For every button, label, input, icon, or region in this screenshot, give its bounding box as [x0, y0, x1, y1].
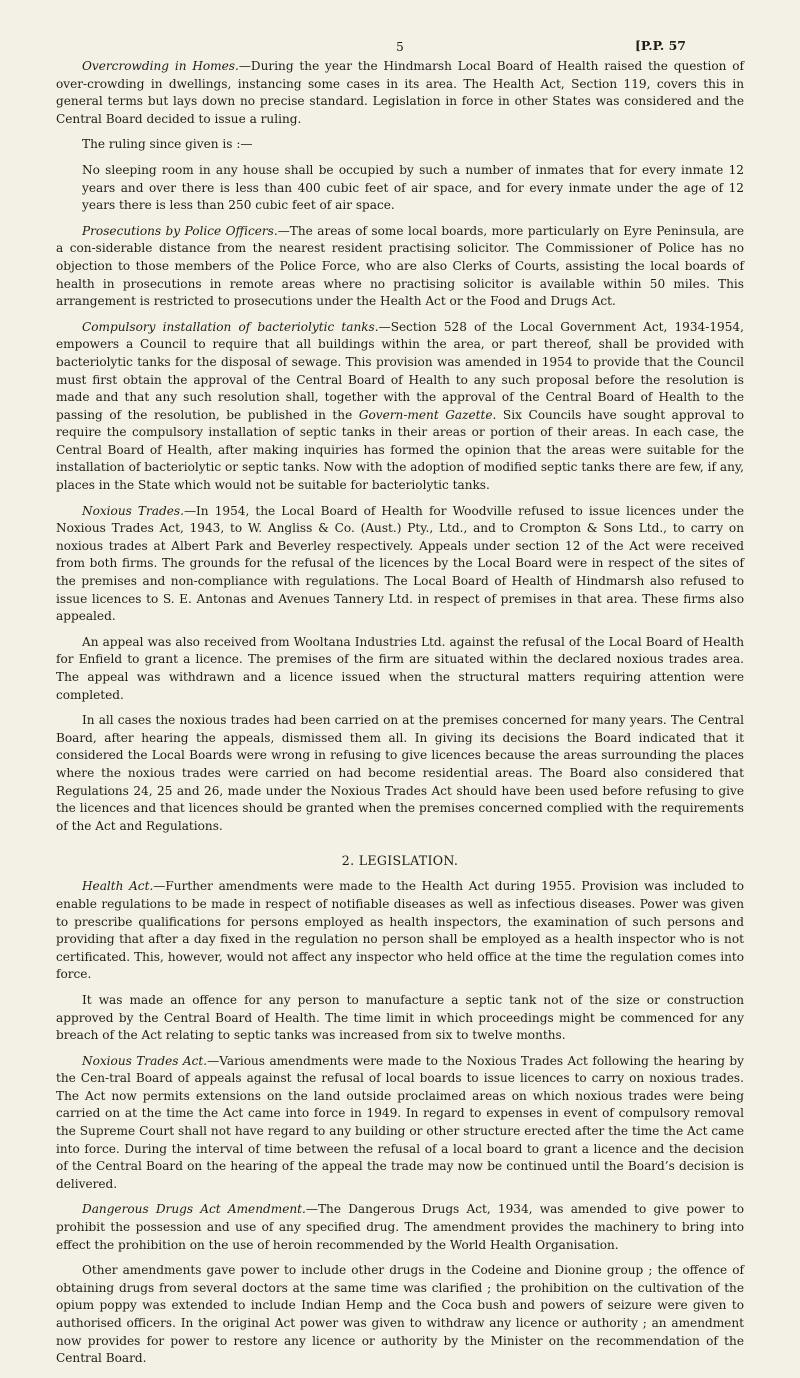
- health-act-paragraph: [56, 878, 744, 984]
- overcrowding-heading: Overcrowding in Homes.: [82, 59, 239, 73]
- ruling-text: No sleeping room in any house shall be occupied by such a number of inmates that for every inmate 12 years and over there is less than 400 cubic feet of air space, and for every inmate under the age of 12 years there is less than 250 cubic feet of air space.: [82, 162, 744, 213]
- prosecutions-heading: Prosecutions by Police Officers.: [82, 223, 278, 238]
- health-act-paragraph-2: It was made an offence for any person to manufacture a septic tank not of the size or construction approved by the Central Board of Health. The time limit in which proceedings might be commenced for any breach of the Act relating to septic tanks was increased from six to twelve months.: [56, 992, 744, 1043]
- drugs-paragraph: [56, 1201, 744, 1254]
- overcrowding-paragraph: [56, 58, 744, 128]
- page-number: 5: [396, 40, 404, 54]
- section-heading-legislation: 2. LEGISLATION.: [341, 853, 459, 869]
- gazette-title: Govern-ment Gazette: [358, 407, 493, 422]
- noxious-text: —In 1954, the Local Board of Health for Woodville refused to issue licences under the Noxious Trades Act, 1943, to W. Angliss & Co. (Aust.) Pty., Ltd., and to Crompton & Sons Ltd., to carry on noxious trades at Albert Park and Beverley respectively. Appeals under section 12 of the Act were received from both firms. The grounds for the refusal of the licences by the Local Board were in respect of the sites of the premises and non-compliance with regulations. The Local Board of Health of Hindmarsh also refused to issue licences to S. E. Antonas and Avenues Tannery Ltd. in respect of premises in that area. These firms also appealed.: [56, 503, 744, 624]
- noxious-paragraph: [56, 503, 744, 626]
- tanks-text-b: . Six Councils have sought approval to require the compulsory installation of septic tanks in their areas or portion of their areas. In each case, the Central Board of Health, after making inquiries has formed the opinion that the areas were suitable for the installation of bacteriolytic or septic tanks. Now with the adoption of modified septic tanks there are few, if any, places in the State which would not be suitable for bacteriolytic tanks.: [56, 407, 744, 493]
- overcrowding-text: —During the year the Hindmarsh Local Board of Health raised the question of over-crowding in dwellings, instancing some cases in its area. The Health Act, Section 119, covers this in general terms but lays down no precise standard. Legislation in force in other States was considered and the Central Board decided to issue a ruling.: [56, 59, 744, 126]
- drugs-paragraph-2: Other amendments gave power to include other drugs in the Codeine and Dionine group ; the offence of obtaining drugs from several doctors at the same time was clarified ; the prohibition on the cultivation of the opium poppy was extended to include Indian Hemp and the Coca bush and powers of seizure were given to authorised officers. In the original Act power was given to withdraw any licence or authority ; an amendment now provides for power to restore any licence or authority by the Minister on the recommendation of the Central Board.: [56, 1263, 744, 1366]
- tanks-text-a: —Section 528 of the Local Government Act, 1934-1954, empowers a Council to require that all buildings within the area, or part thereof, shall be provided with bacteriolytic tanks for the disposal of sewage. This provision was amended in 1954 to provide that the Council must first obtain the approval of the Central Board of Health to any such proposal before the resolution is made and that any such resolution shall, together with the approval of the Central Board of Health to the passing of the resolution, be published in the: [56, 319, 744, 422]
- noxious-act-heading: Noxious Trades Act.: [82, 1053, 208, 1068]
- noxious-paragraph-2: An appeal was also received from Wooltana Industries Ltd. against the refusal of the Local Board of Health for Enfield to grant a licence. The premises of the firm are situated within the declared noxious trades area. The appeal was withdrawn and a licence issued when the structural matters requiring attention were completed.: [56, 634, 744, 702]
- drugs-heading: Dangerous Drugs Act Amendment.: [82, 1202, 306, 1217]
- health-act-heading: Health Act.: [82, 879, 154, 894]
- drugs-text: —The Dangerous Drugs Act, 1934, was amended to give power to prohibit the possession and use of any specified drug. The amendment provides the machinery to bring into effect the prohibition on the use of heroin recommended by the World Health Organisation.: [56, 1202, 744, 1252]
- noxious-act-text: —Various amendments were made to the Noxious Trades Act following the hearing by the Cen-tral Board of appeals against the refusal of local boards to issue licences to carry on noxious trades. The Act now permits extensions on the land outside proclaimed areas on which noxious trades were being carried on at the time the Act came into force in 1949. In regard to expenses in event of compulsory removal the Supreme Court shall not have regard to any building or other structure erected after the time the Act came into force. During the interval of time between the refusal of a local board to grant a licence and the decision of the Central Board on the hearing of the appeal the trade may now be continued until the Board’s decision is delivered.: [56, 1053, 744, 1191]
- noxious-heading: Noxious Trades.: [82, 503, 184, 518]
- paper-reference: [P.P. 57: [634, 38, 686, 53]
- health-act-text: —Further amendments were made to the Health Act during 1955. Provision was included to enable regulations to be made in respect of notifiable diseases as well as infectious diseases. Power was given to prescribe qualifications for persons employed as health inspectors, the examination of such persons and providing that after a day fixed in the regulation no person shall be employed as a health inspector who is not certificated. This, however, would not affect any inspector who held office at the time the regulation comes into force.: [56, 879, 744, 982]
- prosecutions-text: —The areas of some local boards, more particularly on Eyre Peninsula, are a con-siderable distance from the nearest resident practising solicitor. The Commissioner of Police has no objection to those members of the Police Force, who are also Clerks of Courts, assisting the local boards of health in prosecutions in remote areas where no practising solicitor is available within 50 miles. This arrangement is restricted to prosecutions under the Health Act or the Food and Drugs Act.: [56, 223, 744, 309]
- ruling-intro: The ruling since given is :—: [82, 137, 253, 152]
- prosecutions-paragraph: [56, 223, 744, 311]
- noxious-act-paragraph: [56, 1053, 744, 1194]
- tanks-paragraph: [56, 319, 744, 495]
- tanks-heading: Compulsory installation of bacteriolytic tanks.: [82, 319, 379, 334]
- page-header: [56, 0, 744, 58]
- noxious-paragraph-3: In all cases the noxious trades had been carried on at the premises concerned for many years. The Central Board, after hearing the appeals, dismissed them all. In giving its decisions the Board indicated that it considered the Local Boards were wrong in refusing to give licences because the areas surrounding the places where the noxious trades were carried on had become residential areas. The Board also considered that Regulations 24, 25 and 26, made under the Noxious Trades Act should have been used before refusing to give the licences and that licences should be granted when the premises concerned complied with the requirements of the Act and Regulations.: [56, 713, 744, 833]
